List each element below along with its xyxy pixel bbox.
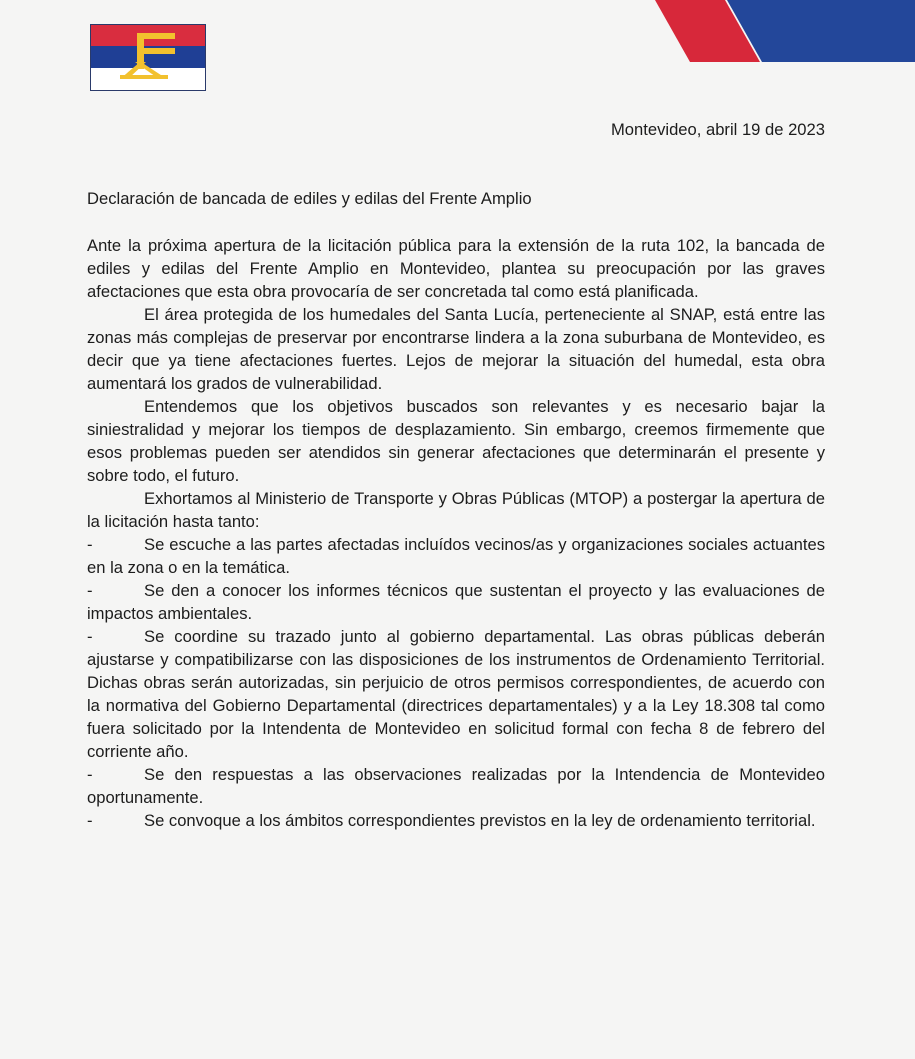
letter-date: Montevideo, abril 19 de 2023 bbox=[610, 120, 825, 139]
list-item-text: Se den respuestas a las observaciones realizadas por la Intendencia de Montevideo oportunamente. bbox=[87, 765, 825, 807]
list-bullet: - bbox=[87, 765, 93, 784]
list-item-text: Se coordine su trazado junto al gobierno departamental. Las obras públicas deberán ajustarse y compatibilizarse con las disposiciones de los instrumentos de Ordenamiento Territorial. Dichas obras serán autorizadas, sin perjuicio de otros permisos correspondientes, de acuerdo con la normativa del Gobierno Departamental (directrices departamentales) y a la Ley 18.308 tal como fuera solicitado por la Intendenta de Montevideo en solicitud formal con fecha 8 de febrero del corriente año. bbox=[87, 627, 825, 761]
corner-decoration bbox=[655, 0, 915, 62]
list-item-text: Se den a conocer los informes técnicos que sustentan el proyecto y las evaluaciones de impactos ambientales. bbox=[87, 581, 825, 623]
list-item bbox=[87, 533, 825, 579]
corner-blue-band bbox=[727, 0, 915, 62]
paragraph-intro: Ante la próxima apertura de la licitación pública para la extensión de la ruta 102, la bancada de ediles y edilas del Frente Amplio en Montevideo, plantea su preocupación por las graves afectaciones que esta obra provocaría de ser concretada tal como está planificada. bbox=[87, 236, 825, 301]
paragraph-exhortamos: Exhortamos al Ministerio de Transporte y Obras Públicas (MTOP) a postergar la apertura de la licitación hasta tanto: bbox=[87, 489, 825, 531]
list-item bbox=[87, 763, 825, 809]
list-item bbox=[87, 579, 825, 625]
frente-amplio-flag-logo bbox=[90, 24, 206, 91]
list-item bbox=[87, 625, 825, 763]
paragraph-humedales: El área protegida de los humedales del Santa Lucía, perteneciente al SNAP, está entre las zonas más complejas de preservar por encontrarse lindera a la zona suburbana de Montevideo, es decir que ya tiene afectaciones fuertes. Lejos de mejorar la situación del humedal, esta obra aumentará los grados de vulnerabilidad. bbox=[87, 305, 825, 393]
list-bullet: - bbox=[87, 627, 93, 646]
list-item-text: Se escuche a las partes afectadas incluídos vecinos/as y organizaciones sociales actuantes en la zona o en la temática. bbox=[87, 535, 825, 577]
paragraph-objetivos: Entendemos que los objetivos buscados son relevantes y es necesario bajar la siniestralidad y mejorar los tiempos de desplazamiento. Sin embargo, creemos firmemente que esos problemas pueden ser atendidos sin generar afectaciones que determinarán el presente y sobre todo, el futuro. bbox=[87, 397, 825, 485]
list-bullet: - bbox=[87, 811, 93, 830]
letter-body bbox=[87, 234, 825, 832]
list-item-text: Se convoque a los ámbitos correspondientes previstos en la ley de ordenamiento territorial. bbox=[144, 811, 816, 830]
flag-white-stripe bbox=[90, 68, 206, 91]
list-bullet: - bbox=[87, 581, 93, 600]
letter-title: Declaración de bancada de ediles y edilas del Frente Amplio bbox=[87, 189, 532, 208]
list-bullet: - bbox=[87, 535, 93, 554]
list-item bbox=[87, 809, 825, 832]
